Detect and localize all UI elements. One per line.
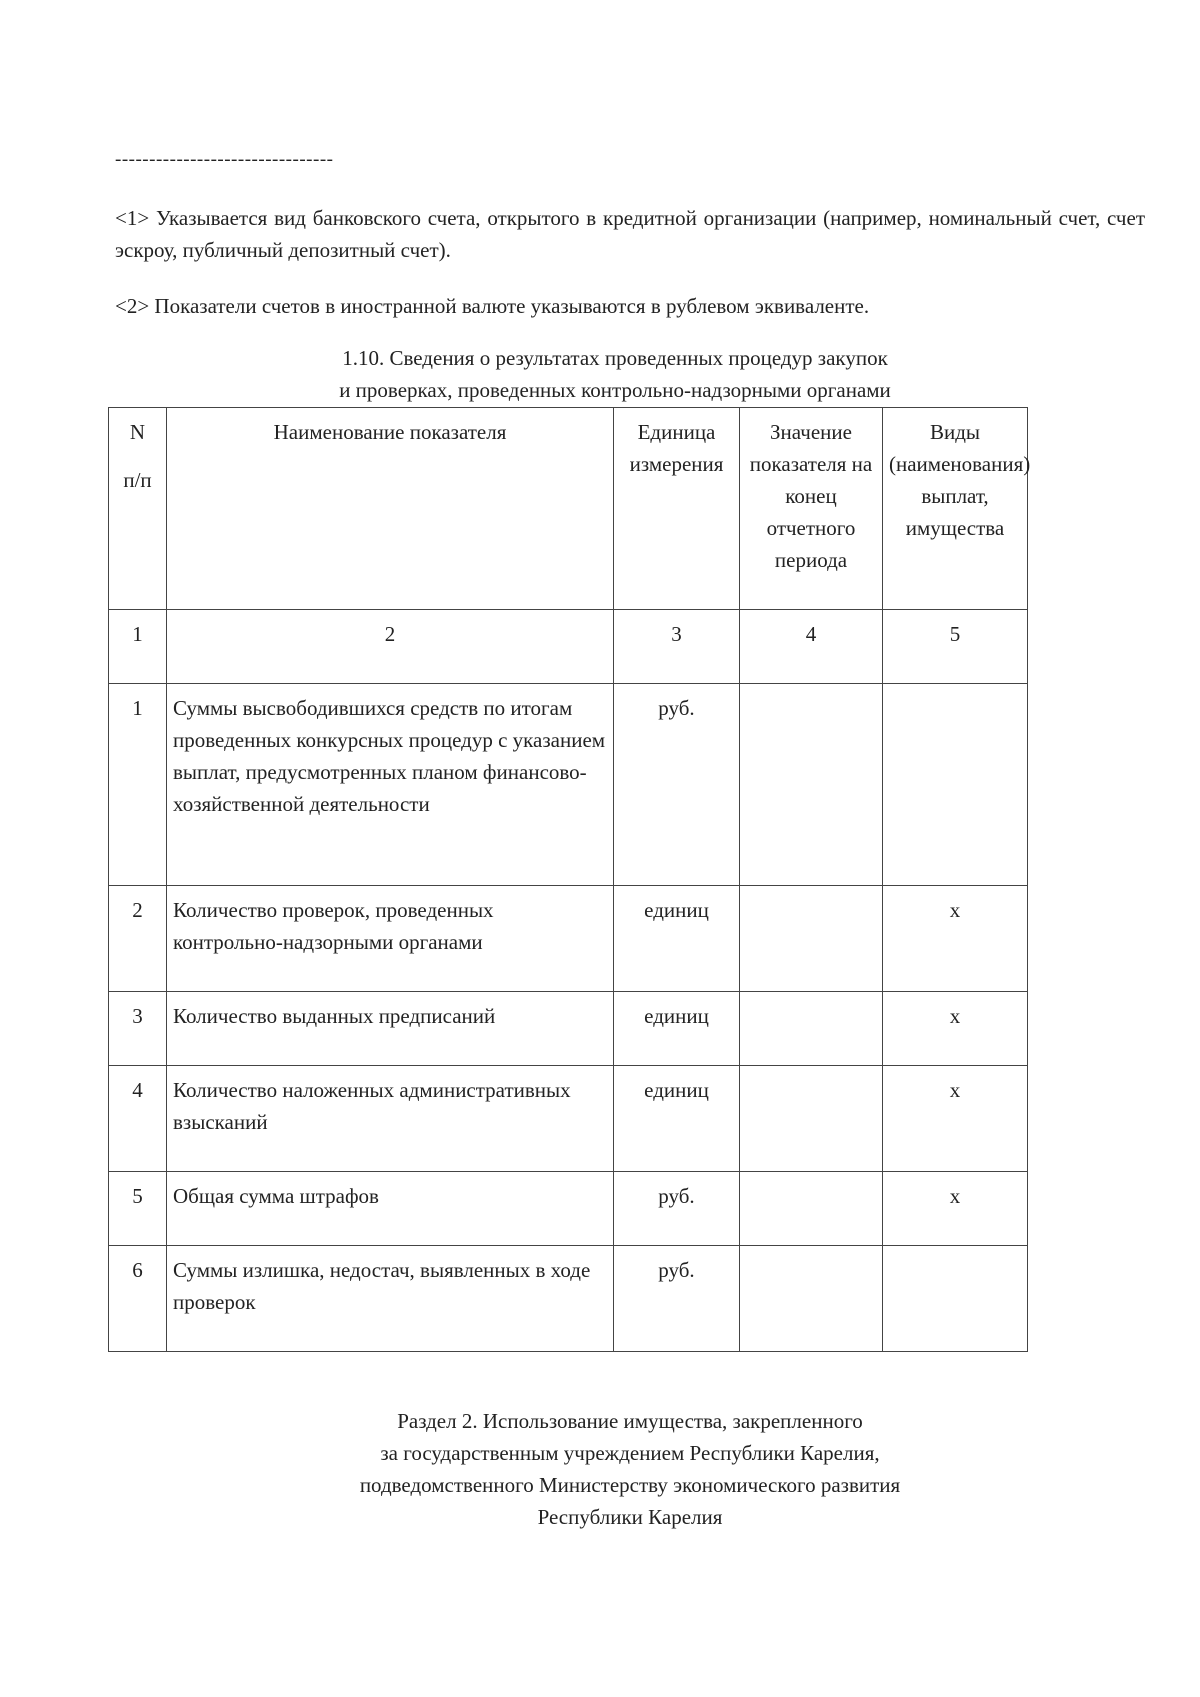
procurement-inspection-table xyxy=(108,407,1031,1352)
table-row xyxy=(109,1246,1028,1352)
column-index-cell: 1 xyxy=(109,610,167,684)
header-value: Значение показателя на конец отчетного периода xyxy=(740,408,883,610)
row-indicator-name: Количество наложенных административных взысканий xyxy=(167,1066,614,1172)
footnote-1: <1> Указывается вид банковского счета, открытого в кредитной организации (например, номинальный счет, счет эскроу, публичный депозитный счет). xyxy=(115,206,1145,262)
header-number-n: N xyxy=(129,420,146,444)
section-2-title xyxy=(100,1405,1160,1533)
row-value xyxy=(740,1246,883,1352)
row-unit: единиц xyxy=(614,1066,740,1172)
row-indicator-name: Количество проверок, проведенных контрольно-надзорными органами xyxy=(167,886,614,992)
row-kind xyxy=(883,1246,1028,1352)
row-kind: x xyxy=(883,992,1028,1066)
footnote-separator: -------------------------------- xyxy=(115,149,334,170)
row-value xyxy=(740,1066,883,1172)
section-title-line-1: Раздел 2. Использование имущества, закрепленного xyxy=(397,1409,863,1433)
row-number: 5 xyxy=(109,1172,167,1246)
row-unit: руб. xyxy=(614,684,740,886)
header-indicator-name: Наименование показателя xyxy=(167,408,614,610)
footnote-2: <2> Показатели счетов в иностранной валюте указываются в рублевом эквиваленте. xyxy=(115,294,870,318)
table-row xyxy=(109,992,1028,1066)
row-unit: единиц xyxy=(614,886,740,992)
table-row xyxy=(109,886,1028,992)
section-title-line-3: подведомственного Министерству экономического развития xyxy=(359,1473,901,1497)
row-kind xyxy=(883,684,1028,886)
row-value xyxy=(740,992,883,1066)
header-number xyxy=(109,408,167,610)
column-index-cell: 5 xyxy=(883,610,1028,684)
row-indicator-name: Количество выданных предписаний xyxy=(167,992,614,1066)
row-value xyxy=(740,684,883,886)
table-row xyxy=(109,684,1028,886)
row-value xyxy=(740,886,883,992)
row-number: 1 xyxy=(109,684,167,886)
column-index-row xyxy=(109,610,1028,684)
row-kind: x xyxy=(883,1172,1028,1246)
row-number: 3 xyxy=(109,992,167,1066)
row-number: 2 xyxy=(109,886,167,992)
column-index-cell: 3 xyxy=(614,610,740,684)
header-kind: Виды (наименования) выплат, имущества xyxy=(883,408,1028,610)
row-kind: x xyxy=(883,1066,1028,1172)
table-row xyxy=(109,1172,1028,1246)
row-number: 6 xyxy=(109,1246,167,1352)
column-index-cell: 4 xyxy=(740,610,883,684)
table-caption-line-2: и проверках, проведенных контрольно-надзорными органами xyxy=(339,378,891,402)
table-header-row xyxy=(109,408,1028,610)
row-indicator-name: Суммы излишка, недостач, выявленных в ходе проверок xyxy=(167,1246,614,1352)
section-title-line-2: за государственным учреждением Республики Карелия, xyxy=(380,1441,880,1465)
row-unit: единиц xyxy=(614,992,740,1066)
column-index-cell: 2 xyxy=(167,610,614,684)
table-caption-line-1: 1.10. Сведения о результатах проведенных процедур закупок xyxy=(342,346,888,370)
row-kind: x xyxy=(883,886,1028,992)
row-value xyxy=(740,1172,883,1246)
row-unit: руб. xyxy=(614,1246,740,1352)
row-indicator-name: Общая сумма штрафов xyxy=(167,1172,614,1246)
table-row xyxy=(109,1066,1028,1172)
row-indicator-name: Суммы высвободившихся средств по итогам проведенных конкурсных процедур с указанием выплат, предусмотренных планом финансово-хозяйственной деятельности xyxy=(167,684,614,886)
row-unit: руб. xyxy=(614,1172,740,1246)
row-number: 4 xyxy=(109,1066,167,1172)
header-unit: Единица измерения xyxy=(614,408,740,610)
table-caption xyxy=(100,342,1130,406)
header-number-pp: п/п xyxy=(123,468,152,492)
section-title-line-4: Республики Карелия xyxy=(537,1505,723,1529)
